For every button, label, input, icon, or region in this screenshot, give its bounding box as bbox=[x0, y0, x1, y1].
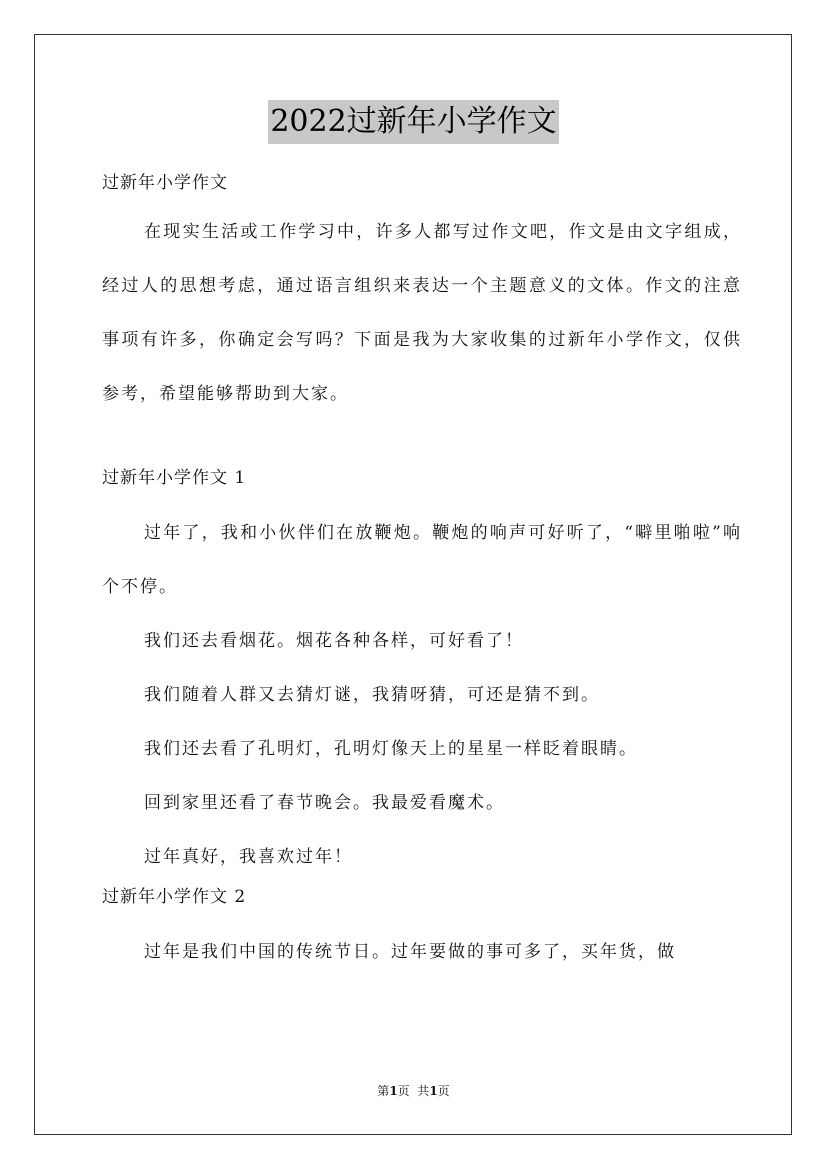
essay-2 bbox=[102, 884, 742, 979]
intro-paragraph: 在现实生活或工作学习中，许多人都写过作文吧，作文是由文字组成，经过人的思想考虑，通过语言组织来表达一个主题意义的文体。作文的注意事项有许多，你确定会写吗？下面是我为大家收集的过新年小学作文，仅供参考，希望能够帮助到大家。 bbox=[102, 222, 742, 404]
page-label-mid: 页 共 bbox=[397, 1084, 430, 1098]
page-current: 1 bbox=[389, 1084, 398, 1098]
page-footer bbox=[0, 1083, 827, 1099]
page-label-suffix: 页 bbox=[437, 1084, 450, 1098]
essay-paragraph: 过年了，我和小伙伴们在放鞭炮。鞭炮的响声可好听了，“噼里啪啦”响个不停。 bbox=[102, 523, 742, 597]
intro-heading: 过新年小学作文 bbox=[102, 173, 228, 193]
document-title-container bbox=[0, 100, 827, 144]
essay-paragraph: 我们还去看了孔明灯，孔明灯像天上的星星一样眨着眼睛。 bbox=[144, 739, 638, 759]
document-body bbox=[102, 170, 742, 979]
essay-paragraph: 过年是我们中国的传统节日。过年要做的事可多了，买年货，做 bbox=[144, 942, 676, 962]
essay-heading: 过新年小学作文 2 bbox=[102, 887, 247, 907]
page-total: 1 bbox=[429, 1084, 438, 1098]
essay-1 bbox=[102, 465, 742, 884]
essay-paragraph: 我们还去看烟花。烟花各种各样，可好看了！ bbox=[144, 631, 524, 651]
page-label-prefix: 第 bbox=[377, 1084, 390, 1098]
essay-paragraph: 回到家里还看了春节晚会。我最爱看魔术。 bbox=[144, 793, 505, 813]
document-title: 2022过新年小学作文 bbox=[268, 100, 558, 144]
essay-paragraph: 我们随着人群又去猜灯谜，我猜呀猜，可还是猜不到。 bbox=[144, 685, 600, 705]
essay-paragraph: 过年真好，我喜欢过年！ bbox=[144, 847, 353, 867]
essay-heading: 过新年小学作文 1 bbox=[102, 468, 247, 488]
